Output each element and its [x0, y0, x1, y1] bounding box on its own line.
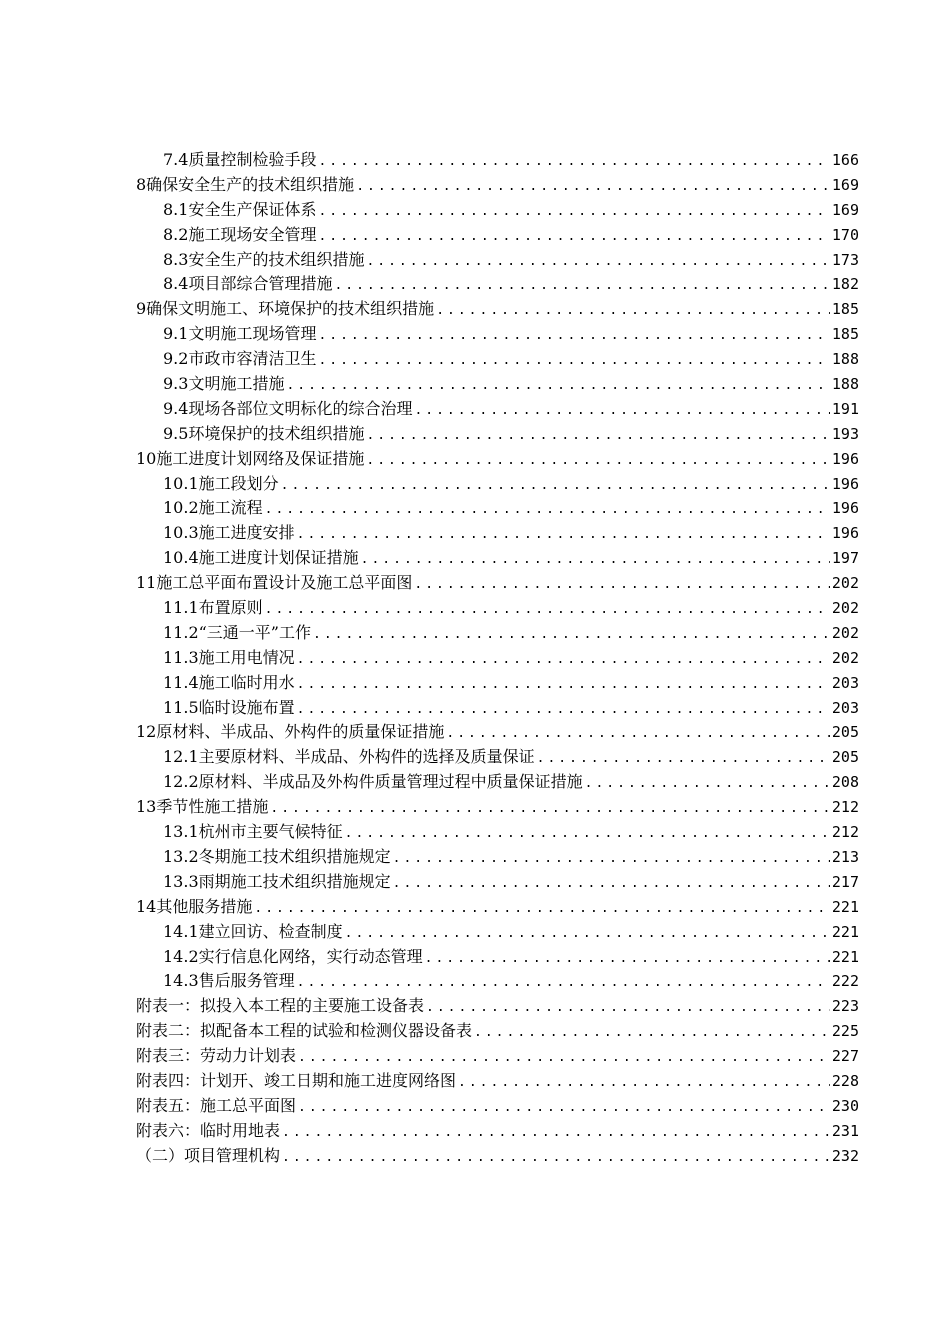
toc-entry[interactable] [136, 1019, 859, 1044]
toc-entry-page-number: 225 [831, 1022, 859, 1041]
toc-entry-page-number: 232 [831, 1146, 859, 1165]
toc-entry[interactable] [136, 422, 859, 447]
toc-entry-title: 11.3施工用电情况 [163, 647, 295, 667]
toc-entry-title: 11施工总平面布置设计及施工总平面图 [136, 573, 413, 593]
toc-entry-title: 14.3售后服务管理 [163, 971, 295, 991]
toc-entry-page-number: 202 [831, 623, 859, 642]
toc-dot-leader [265, 598, 830, 623]
toc-entry-title: 8确保安全生产的技术组织措施 [136, 174, 355, 194]
toc-entry-page-number: 208 [831, 773, 859, 792]
toc-entry-page-number: 202 [831, 599, 859, 618]
toc-entry-page-number: 169 [831, 175, 859, 194]
toc-dot-leader [345, 822, 830, 847]
toc-dot-leader [297, 648, 830, 673]
toc-dot-leader [393, 847, 830, 872]
toc-dot-leader [318, 225, 829, 250]
toc-entry[interactable] [136, 646, 859, 671]
toc-dot-leader [298, 1096, 830, 1121]
toc-entry[interactable] [136, 920, 859, 945]
toc-entry-title: 8.1安全生产保证体系 [163, 199, 317, 219]
toc-entry-title: 10.3施工进度安排 [163, 523, 295, 543]
toc-entry-title: 7.4质量控制检验手段 [163, 150, 317, 169]
toc-entry-title: 9.1文明施工现场管理 [163, 324, 317, 344]
toc-entry[interactable] [136, 372, 859, 397]
toc-dot-leader [286, 374, 829, 399]
toc-entry-title: 9确保文明施工、环境保护的技术组织措施 [136, 299, 435, 319]
toc-dot-leader [393, 872, 830, 897]
toc-dot-leader [318, 200, 829, 225]
toc-entry[interactable] [136, 447, 859, 472]
toc-entry[interactable] [136, 198, 859, 223]
toc-entry-title: 13.3雨期施工技术组织措施规定 [163, 871, 391, 891]
toc-entry[interactable] [136, 347, 859, 372]
toc-dot-leader [282, 1146, 830, 1171]
toc-dot-leader [318, 324, 829, 349]
toc-entry-page-number: 227 [831, 1047, 859, 1066]
toc-entry[interactable] [136, 397, 859, 422]
toc-entry-title: 14.2实行信息化网络，实行动态管理 [163, 946, 423, 966]
toc-dot-leader [414, 573, 830, 598]
toc-entry-page-number: 188 [831, 350, 859, 369]
toc-dot-leader [366, 449, 830, 474]
toc-entry[interactable] [136, 272, 859, 297]
toc-entry-page-number: 191 [831, 399, 859, 418]
toc-entry-title: 附表四：计划开、竣工日期和施工进度网络图 [136, 1070, 457, 1090]
toc-entry-page-number: 203 [831, 673, 859, 692]
toc-entry-page-number: 221 [831, 922, 859, 941]
toc-entry-title: 8.3安全生产的技术组织措施 [163, 249, 365, 269]
toc-entry-page-number: 196 [831, 449, 859, 468]
toc-entry[interactable] [136, 297, 859, 322]
toc-entry[interactable] [136, 621, 859, 646]
toc-entry-title: 8.2施工现场安全管理 [163, 224, 317, 244]
toc-entry-title: 附表六：临时用地表 [136, 1120, 281, 1140]
toc-entry-title: 10.2施工流程 [163, 498, 263, 518]
toc-dot-leader [356, 175, 830, 200]
toc-entry[interactable] [136, 546, 859, 571]
toc-entry[interactable] [136, 1119, 859, 1144]
toc-entry[interactable] [136, 223, 859, 248]
toc-dot-leader [425, 947, 830, 972]
toc-dot-leader [334, 274, 829, 299]
toc-entry[interactable] [136, 845, 859, 870]
toc-dot-leader [414, 399, 829, 424]
toc-dot-leader [458, 1071, 830, 1096]
toc-dot-leader [474, 1021, 830, 1046]
toc-dot-leader [318, 150, 829, 175]
toc-dot-leader [297, 971, 830, 996]
toc-dot-leader [366, 424, 829, 449]
toc-entry[interactable] [136, 1144, 859, 1169]
toc-entry-page-number: 202 [831, 648, 859, 667]
toc-entry-page-number: 213 [831, 847, 859, 866]
toc-entry[interactable] [136, 1044, 859, 1069]
toc-entry-page-number: 231 [831, 1121, 859, 1140]
toc-entry[interactable] [136, 148, 859, 173]
toc-dot-leader [297, 523, 830, 548]
toc-entry-title: 13.2冬期施工技术组织措施规定 [163, 846, 391, 866]
toc-entry-page-number: 169 [831, 200, 859, 219]
toc-entry-title: 10.1施工段划分 [163, 473, 279, 493]
toc-dot-leader [254, 897, 830, 922]
toc-entry-title: （二）项目管理机构 [136, 1145, 281, 1165]
toc-entry-page-number: 185 [831, 300, 859, 319]
toc-entry-title: 10.4施工进度计划保证措施 [163, 548, 359, 568]
toc-entry[interactable] [136, 895, 859, 920]
toc-dot-leader [361, 548, 830, 573]
toc-entry-title: 8.4项目部综合管理措施 [163, 274, 333, 294]
toc-entry[interactable] [136, 596, 859, 621]
toc-entry-page-number: 182 [831, 275, 859, 294]
toc-dot-leader [436, 299, 830, 324]
toc-entry-page-number: 196 [831, 474, 859, 493]
toc-entry[interactable] [136, 521, 859, 546]
toc-entry-page-number: 205 [831, 723, 859, 742]
toc-entry-title: 9.2市政市容清洁卫生 [163, 349, 317, 369]
toc-entry-page-number: 222 [831, 972, 859, 991]
toc-dot-leader [313, 623, 830, 648]
toc-dot-leader [318, 349, 829, 374]
toc-entry-title: 11.2“三通一平”工作 [163, 622, 311, 642]
toc-entry-page-number: 230 [831, 1096, 859, 1115]
toc-entry-title: 12.1主要原材料、半成品、外构件的选择及质量保证 [163, 747, 535, 767]
toc-entry-page-number: 170 [831, 225, 859, 244]
toc-entry-title: 14.1建立回访、检查制度 [163, 921, 343, 941]
toc-entry[interactable] [136, 945, 859, 970]
toc-entry[interactable] [136, 770, 859, 795]
toc-dot-leader [281, 474, 830, 499]
toc-entry-page-number: 223 [831, 997, 859, 1016]
toc-entry[interactable] [136, 571, 859, 596]
toc-entry-title: 13.1杭州市主要气候特征 [163, 822, 343, 842]
toc-entry[interactable] [136, 870, 859, 895]
toc-entry-title: 12.2原材料、半成品及外构件质量管理过程中质量保证措施 [163, 772, 583, 792]
toc-dot-leader [446, 722, 830, 747]
toc-entry-title: 13季节性施工措施 [136, 797, 269, 817]
toc-entry[interactable] [136, 322, 859, 347]
toc-entry[interactable] [136, 994, 859, 1019]
toc-entry-page-number: 196 [831, 499, 859, 518]
toc-entry-page-number: 166 [831, 151, 859, 169]
toc-entry-title: 附表三：劳动力计划表 [136, 1046, 297, 1066]
toc-entry-page-number: 196 [831, 524, 859, 543]
toc-entry[interactable] [136, 969, 859, 994]
toc-entry[interactable] [136, 696, 859, 721]
toc-entry[interactable] [136, 795, 859, 820]
toc-entry-title: 14其他服务措施 [136, 896, 253, 916]
toc-entry-title: 附表一：拟投入本工程的主要施工设备表 [136, 996, 425, 1016]
toc-entry-title: 附表五：施工总平面图 [136, 1095, 297, 1115]
toc-entry-title: 11.5临时设施布置 [163, 697, 295, 717]
toc-entry-page-number: 217 [831, 872, 859, 891]
toc-entry[interactable] [136, 820, 859, 845]
toc-dot-leader [298, 1046, 830, 1071]
toc-entry-page-number: 212 [831, 823, 859, 842]
toc-entry-page-number: 202 [831, 574, 859, 593]
toc-entry[interactable] [136, 1094, 859, 1119]
toc-dot-leader [366, 250, 829, 275]
toc-dot-leader [585, 772, 830, 797]
toc-dot-leader [537, 747, 830, 772]
toc-entry[interactable] [136, 720, 859, 745]
toc-entry-page-number: 205 [831, 748, 859, 767]
toc-entry[interactable] [136, 671, 859, 696]
toc-dot-leader [297, 673, 830, 698]
toc-entry-page-number: 197 [831, 549, 859, 568]
toc-entry-title: 9.4现场各部位文明标化的综合治理 [163, 398, 413, 418]
toc-entry[interactable] [136, 496, 859, 521]
toc-dot-leader [345, 922, 830, 947]
table-of-contents [136, 148, 859, 1169]
toc-entry[interactable] [136, 472, 859, 497]
toc-entry[interactable] [136, 248, 859, 273]
toc-dot-leader [270, 797, 830, 822]
toc-entry-title: 11.4施工临时用水 [163, 672, 295, 692]
toc-dot-leader [297, 698, 830, 723]
toc-entry-page-number: 203 [831, 698, 859, 717]
toc-entry-page-number: 228 [831, 1071, 859, 1090]
toc-entry-page-number: 188 [831, 375, 859, 394]
toc-entry-title: 9.3文明施工措施 [163, 374, 285, 394]
toc-entry-title: 12原材料、半成品、外构件的质量保证措施 [136, 722, 445, 742]
toc-entry-page-number: 193 [831, 424, 859, 443]
toc-entry[interactable] [136, 173, 859, 198]
toc-entry-title: 附表二：拟配备本工程的试验和检测仪器设备表 [136, 1021, 473, 1041]
toc-entry-page-number: 221 [831, 947, 859, 966]
toc-entry[interactable] [136, 745, 859, 770]
toc-entry-page-number: 221 [831, 897, 859, 916]
toc-entry-page-number: 185 [831, 325, 859, 344]
toc-entry-title: 9.5环境保护的技术组织措施 [163, 423, 365, 443]
toc-dot-leader [282, 1121, 830, 1146]
toc-entry[interactable] [136, 1069, 859, 1094]
toc-entry-title: 11.1布置原则 [163, 598, 263, 618]
toc-entry-page-number: 173 [831, 250, 859, 269]
toc-entry-title: 10施工进度计划网络及保证措施 [136, 448, 365, 468]
toc-entry-page-number: 212 [831, 798, 859, 817]
toc-dot-leader [426, 996, 830, 1021]
toc-dot-leader [265, 498, 830, 523]
